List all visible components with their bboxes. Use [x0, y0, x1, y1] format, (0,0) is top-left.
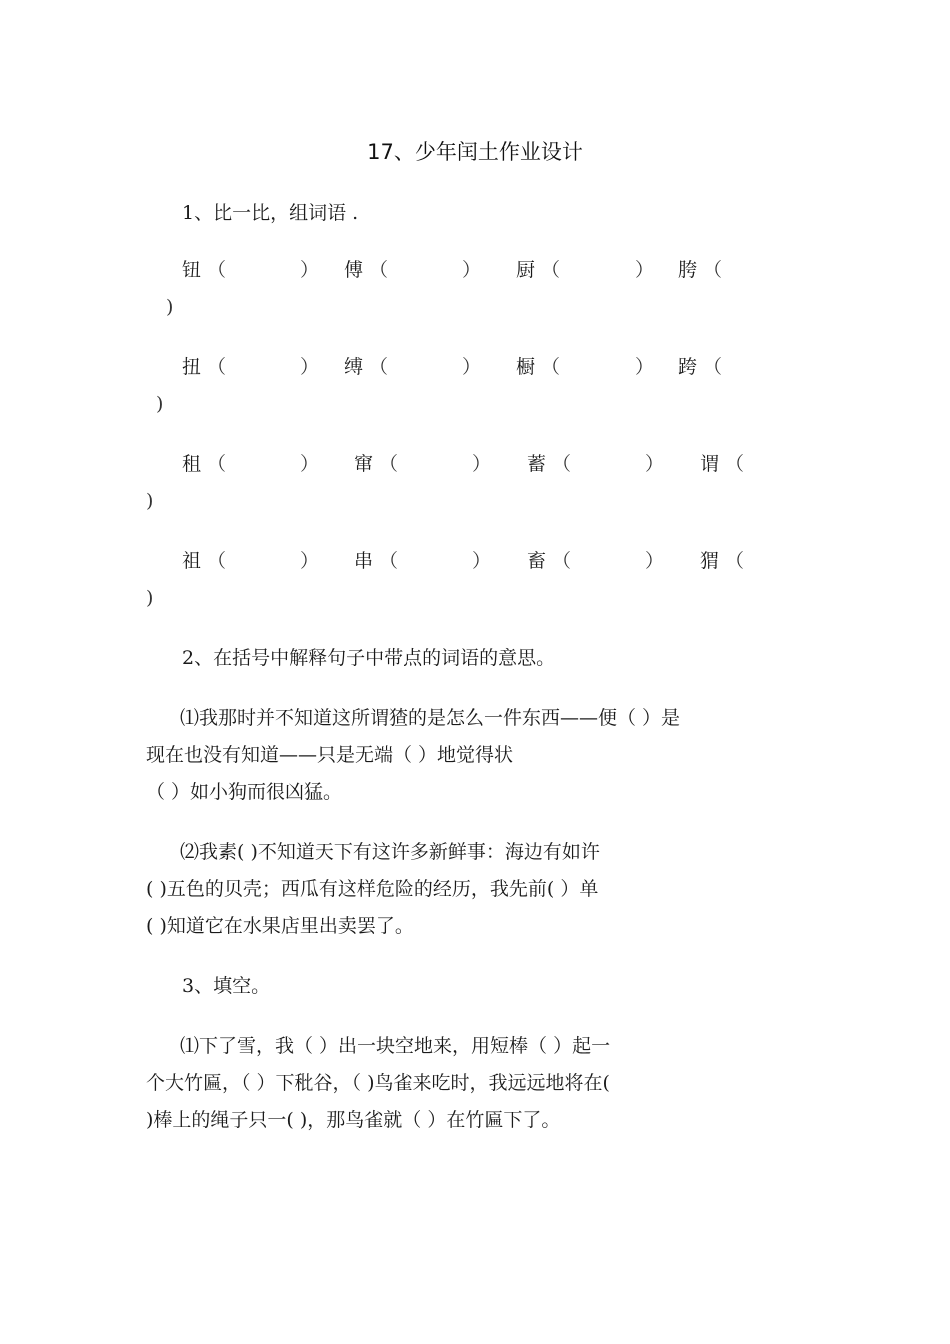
- q1-row-tail: ): [166, 296, 174, 318]
- q1-blank-close: ）: [462, 259, 482, 281]
- q1-blank-close: ）: [300, 259, 320, 281]
- q2-item1-line2: 现在也没有知道——只是无端（ ）地觉得状: [146, 744, 514, 766]
- q1-char: 橱 （: [516, 356, 561, 378]
- q1-char: 租 （: [182, 453, 227, 475]
- q1-char: 畜 （: [527, 550, 572, 572]
- q2-item2-line2: ( )五色的贝壳；西瓜有这样危险的经历，我先前( ）单: [146, 878, 599, 900]
- q1-blank-close: ）: [462, 356, 482, 378]
- q1-char: 串 （: [354, 550, 399, 572]
- q1-char: 猬 （: [700, 550, 745, 572]
- page-title: 17、少年闰土作业设计: [367, 140, 583, 164]
- q1-blank-close: ）: [300, 356, 320, 378]
- q1-blank-close: ）: [645, 453, 665, 475]
- q2-item2-line1: ⑵我素( )不知道天下有这许多新鲜事：海边有如许: [180, 841, 600, 863]
- q1-char: 厨 （: [516, 259, 561, 281]
- q1-char: 钮 （: [182, 259, 227, 281]
- q1-char: 胯 （: [678, 259, 723, 281]
- q1-row-tail: ): [146, 490, 154, 512]
- q3-heading: 3、填空。: [182, 975, 271, 997]
- q1-blank-close: ）: [300, 453, 320, 475]
- q1-char: 缚 （: [344, 356, 389, 378]
- q1-char: 跨 （: [678, 356, 723, 378]
- q1-char: 谓 （: [700, 453, 745, 475]
- q1-char: 祖 （: [182, 550, 227, 572]
- q1-blank-close: ）: [300, 550, 320, 572]
- q1-blank-close: ）: [645, 550, 665, 572]
- q3-item1-line1: ⑴下了雪，我（ ）出一块空地来，用短棒（ ）起一: [180, 1035, 611, 1057]
- q1-blank-close: ）: [472, 453, 492, 475]
- q2-item2-line3: ( )知道它在水果店里出卖罢了。: [146, 915, 414, 937]
- q2-heading: 2、在括号中解释句子中带点的词语的意思。: [182, 647, 556, 669]
- q2-item1-line3: （ ）如小狗而很凶猛。: [146, 781, 343, 803]
- q1-char: 窜 （: [354, 453, 399, 475]
- q3-item1-line3: )棒上的绳子只一( )，那鸟雀就（ ）在竹匾下了。: [146, 1109, 561, 1131]
- q1-heading: 1、比一比，组词语 .: [182, 202, 359, 224]
- q1-char: 蓄 （: [527, 453, 572, 475]
- q1-char: 扭 （: [182, 356, 227, 378]
- q1-char: 傅 （: [344, 259, 389, 281]
- q1-blank-close: ）: [635, 259, 655, 281]
- q1-row-tail: ): [156, 393, 164, 415]
- q1-blank-close: ）: [635, 356, 655, 378]
- q1-blank-close: ）: [472, 550, 492, 572]
- q3-item1-line2: 个大竹匾，（ ）下秕谷，（ )鸟雀来吃时，我远远地将在(: [146, 1072, 610, 1094]
- q2-item1-line1: ⑴我那时并不知道这所谓猹的是怎么一件东西——便（ ）是: [180, 707, 681, 729]
- q1-row-tail: ): [146, 587, 154, 609]
